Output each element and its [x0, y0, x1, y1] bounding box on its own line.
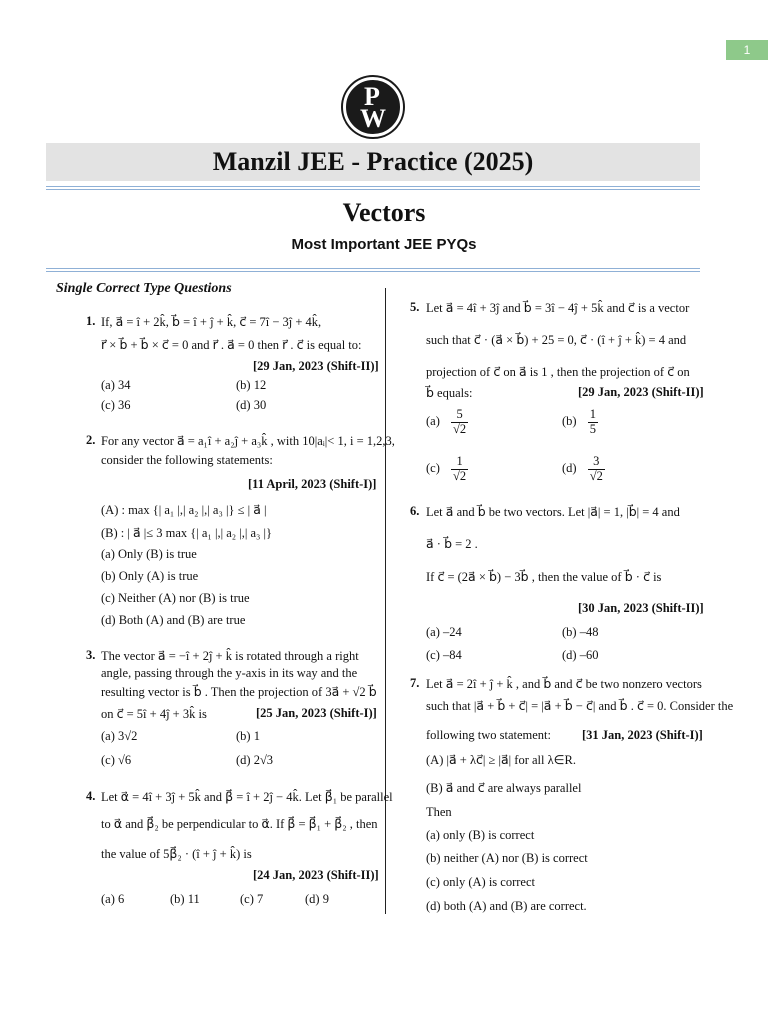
answer-option: (c) $\frac{1}{√2}$ — [426, 454, 467, 483]
answer-option: (b) –48 — [562, 625, 599, 639]
question-text: Let a⃗ = 2î + ĵ + k̂ , and b⃗ and c⃗ be two nonzero vectors — [426, 677, 702, 691]
question-text: For any vector a⃗ = a₁î + a₂ĵ + a₃k̂ , with 10|aᵢ|< 1, i = 1,2,3, — [101, 434, 395, 448]
question-text: resulting vector is b⃗ . Then the projection of 3a⃗ + √2 b⃗ — [101, 685, 377, 699]
exam-reference: [29 Jan, 2023 (Shift-II)] — [578, 385, 704, 399]
pw-logo — [343, 77, 403, 137]
answer-option: (a) –24 — [426, 625, 462, 639]
column-divider — [385, 288, 386, 914]
question-text: b⃗ equals: — [426, 386, 473, 400]
divider-rule — [46, 186, 700, 187]
answer-option: (a) only (B) is correct — [426, 828, 535, 842]
question-number: 5. — [410, 300, 420, 314]
section-title: Single Correct Type Questions — [56, 281, 232, 296]
answer-option: (c) only (A) is correct — [426, 875, 535, 889]
question-text: Let a⃗ = 4î + 3ĵ and b⃗ = 3î − 4ĵ + 5k̂ and c⃗ is a vector — [426, 301, 690, 315]
answer-option: (a) $\frac{5}{√2}$ — [426, 407, 467, 436]
question-text: Let a⃗ and b⃗ be two vectors. Let |a⃗| = 1, |b⃗| = 4 and — [426, 505, 680, 519]
subtitle: Most Important JEE PYQs — [291, 236, 477, 253]
answer-option: (c) 7 — [240, 892, 264, 906]
answer-option: (c) Neither (A) nor (B) is true — [101, 591, 250, 605]
question-text: If, a⃗ = î + 2k̂, b⃗ = î + ĵ + k̂, c⃗ = 7î − 3ĵ + 4k̂, — [101, 315, 322, 329]
question-text: r⃗ × b⃗ + b⃗ × c⃗ = 0 and r⃗ . a⃗ = 0 then r⃗ . c⃗ is equal to: — [101, 338, 362, 352]
answer-option: (d) $\frac{3}{√2}$ — [562, 454, 603, 483]
exam-reference: [29 Jan, 2023 (Shift-II)] — [253, 359, 379, 373]
statement: (A) |a⃗ + λc⃗| ≥ |a⃗| for all λ∈R. — [426, 753, 577, 767]
question-text: Let α⃗ = 4î + 3ĵ + 5k̂ and β⃗ = î + 2ĵ − 4k̂. Let β⃗₁ be parallel — [101, 790, 393, 804]
chapter-title: Vectors — [342, 198, 426, 227]
question-text: projection of c⃗ on a⃗ is 1 , then the projection of c⃗ on — [426, 365, 690, 379]
question-text: If c⃗ = (2a⃗ × b⃗) − 3b⃗ , then the value of b⃗ · c⃗ is — [426, 570, 662, 584]
question-text: the value of 5β⃗₂ · (î + ĵ + k̂) is — [101, 847, 252, 861]
answer-option: (b) Only (A) is true — [101, 569, 199, 583]
exam-reference: [11 April, 2023 (Shift-I)] — [248, 477, 377, 491]
answer-option: (a) 34 — [101, 378, 131, 392]
question-text: consider the following statements: — [101, 453, 273, 467]
answer-option: (b) neither (A) nor (B) is correct — [426, 851, 588, 865]
answer-option: (a) 6 — [101, 892, 125, 906]
answer-option: (a) Only (B) is true — [101, 547, 197, 561]
answer-option: (d) both (A) and (B) are correct. — [426, 899, 587, 913]
question-text: such that c⃗ · (a⃗ × b⃗) + 25 = 0, c⃗ · (î + ĵ + k̂) = 4 and — [426, 333, 687, 347]
exam-reference: [31 Jan, 2023 (Shift-I)] — [582, 728, 703, 742]
divider-rule — [46, 189, 700, 190]
page-number-badge: 1 — [726, 40, 768, 60]
question-number: 1. — [86, 314, 96, 328]
question-text: a⃗ · b⃗ = 2 . — [426, 537, 478, 551]
question-number: 3. — [86, 648, 96, 662]
answer-option: (d) Both (A) and (B) are true — [101, 613, 246, 627]
question-number: 6. — [410, 504, 420, 518]
answer-option: (c) –84 — [426, 648, 462, 662]
exam-reference: [30 Jan, 2023 (Shift-II)] — [578, 601, 704, 615]
exam-reference: [24 Jan, 2023 (Shift-II)] — [253, 868, 379, 882]
statement: Then — [426, 805, 452, 819]
logo-letter-p: P — [364, 82, 380, 111]
answer-option: (d) 2√3 — [236, 753, 274, 767]
question-text: following two statement: — [426, 728, 551, 742]
answer-option: (d) 30 — [236, 398, 267, 412]
divider-rule — [46, 268, 700, 269]
answer-option: (c) √6 — [101, 753, 132, 767]
question-number: 4. — [86, 789, 96, 803]
answer-option: (c) 36 — [101, 398, 131, 412]
banner-title: Manzil JEE - Practice (2025) — [46, 143, 700, 181]
statement: (B) : | a⃗ |≤ 3 max {| a₁ |,| a₂ |,| a₃ |} — [101, 526, 273, 540]
answer-option: (a) 3√2 — [101, 729, 138, 743]
exam-reference: [25 Jan, 2023 (Shift-I)] — [256, 706, 377, 720]
question-number: 7. — [410, 676, 420, 690]
answer-option: (d) –60 — [562, 648, 599, 662]
question-text: on c⃗ = 5î + 4ĵ + 3k̂ is — [101, 707, 207, 721]
statement: (A) : max {| a₁ |,| a₂ |,| a₃ |} ≤ | a⃗ | — [101, 503, 267, 517]
answer-option: (b) 11 — [170, 892, 200, 906]
answer-option: (b) $\frac{1}{5}$ — [562, 407, 596, 436]
statement: (B) a⃗ and c⃗ are always parallel — [426, 781, 582, 795]
answer-option: (b) 1 — [236, 729, 260, 743]
answer-option: (d) 9 — [305, 892, 329, 906]
question-text: The vector a⃗ = −î + 2ĵ + k̂ is rotated through a right — [101, 649, 359, 663]
logo-letter-w: W — [360, 104, 386, 133]
question-text: such that |a⃗ + b⃗ + c⃗| = |a⃗ + b⃗ − c⃗| and b⃗ . c⃗ = 0. Consider the — [426, 699, 734, 713]
answer-option: (b) 12 — [236, 378, 267, 392]
question-text: angle, passing through the y-axis in its way and the — [101, 666, 358, 680]
question-text: to α⃗ and β⃗₂ be perpendicular to α⃗. If β⃗ = β⃗₁ + β⃗₂ , then — [101, 817, 378, 831]
question-number: 2. — [86, 433, 96, 447]
divider-rule — [46, 271, 700, 272]
